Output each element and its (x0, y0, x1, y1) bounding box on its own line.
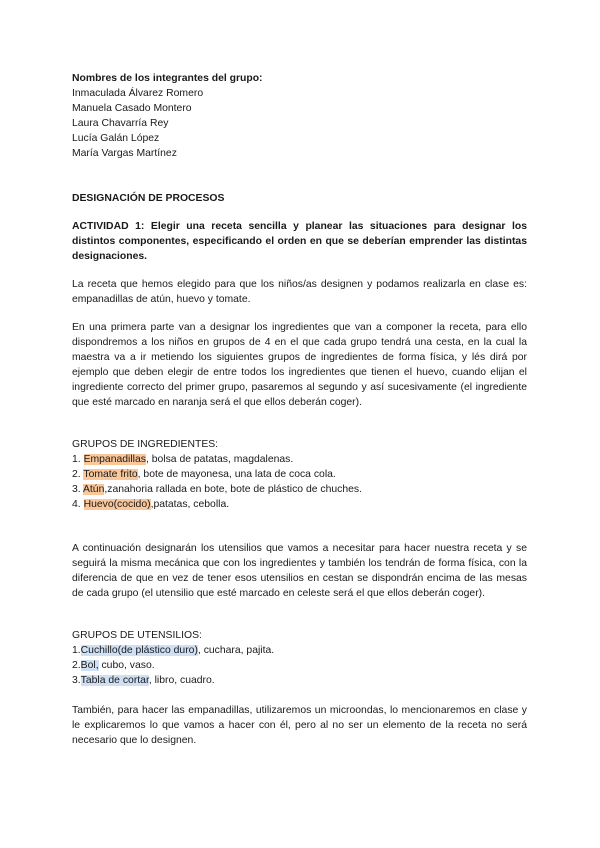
activity-title: ACTIVIDAD 1: Elegir una receta sencilla y planear las situaciones para designar los distintos componentes, especificando el orden en que se deberían emprender las distintas designaciones. (72, 221, 527, 262)
utensils-heading: GRUPOS DE UTENSILIOS: (72, 630, 202, 641)
highlighted-ingredient: Huevo(cocido) (83, 499, 151, 510)
list-item (72, 497, 527, 512)
member-name: Laura Chavarría Rey (72, 118, 169, 129)
item-number: 1. (72, 645, 81, 656)
paragraph-recipe: La receta que hemos elegido para que los niños/as designen y podamos realizarla en clase es: empanadillas de atún, huevo y tomate. (72, 279, 527, 305)
item-rest: cubo, vaso. (98, 660, 155, 671)
list-item (72, 452, 527, 467)
item-number: 1. (72, 454, 84, 465)
section-title: DESIGNACIÓN DE PROCESOS (72, 193, 225, 204)
members-block (72, 71, 527, 161)
highlighted-ingredient: Empanadillas (83, 454, 146, 465)
ingredients-heading: GRUPOS DE INGREDIENTES: (72, 439, 219, 450)
item-number: 2. (72, 469, 84, 480)
highlighted-ingredient: Atún (82, 484, 105, 495)
list-item (72, 643, 527, 658)
members-heading: Nombres de los integrantes del grupo: (72, 73, 263, 84)
list-item (72, 673, 527, 688)
highlighted-utensil: Tabla de cortar (80, 675, 149, 686)
highlighted-utensil: Bol, (80, 660, 99, 671)
member-name: María Vargas Martínez (72, 148, 177, 159)
item-rest: , cuchara, pajita. (197, 645, 275, 656)
utensils-list (72, 628, 527, 688)
item-number: 4. (72, 499, 84, 510)
item-rest: ,zanahoria rallada en bote, bote de plástico de chuches. (104, 484, 362, 495)
item-number: 2. (72, 660, 81, 671)
member-name: Inmaculada Álvarez Romero (72, 88, 204, 99)
item-rest: , bolsa de patatas, magdalenas. (145, 454, 294, 465)
highlighted-utensil: Cuchillo(de plástico duro) (80, 645, 198, 656)
paragraph-ingredients: En una primera parte van a designar los ingredientes que van a componer la receta, para ello dispondremos a los niños en grupos de 4 en el que cada grupo tendrá una cesta, en la cual la maestra va a ir metiendo los siguientes grupos de ingredientes de forma física, y lés dirá por ejemplo que deben elegir de entre todos los ingredientes que tienen el huevo, cuando elijan el ingrediente correcto del primer grupo, pasaremos al segundo y así sucesivamente (el ingrediente que esté marcado en naranja será el que ellos deberán coger). (72, 322, 527, 408)
highlighted-ingredient: Tomate frito (83, 469, 138, 480)
member-name: Lucía Galán López (72, 133, 160, 144)
item-rest: , bote de mayonesa, una lata de coca cola. (137, 469, 336, 480)
list-item (72, 482, 527, 497)
list-item (72, 658, 527, 673)
list-item (72, 467, 527, 482)
item-rest: , libro, cuadro. (148, 675, 215, 686)
paragraph-microwave: También, para hacer las empanadillas, utilizaremos un microondas, lo mencionaremos en clase y le explicaremos lo que vamos a hacer con él, pero al no ser un elemento de la receta no será necesario que lo designen. (72, 705, 527, 746)
member-name: Manuela Casado Montero (72, 103, 192, 114)
ingredients-list (72, 437, 527, 512)
paragraph-utensils: A continuación designarán los utensilios que vamos a necesitar para hacer nuestra receta y se seguirá la misma mecánica que con los ingredientes y también los tendrán de forma física, con la diferencia de que en vez de tener esos utensilios en cestan se dispondrán encima de las mesas de cada grupo (el utensilio que esté marcado en celeste será el que ellos deberán coger). (72, 543, 527, 599)
item-number: 3. (72, 675, 81, 686)
item-rest: ,patatas, cebolla. (150, 499, 230, 510)
item-number: 3. (72, 484, 83, 495)
